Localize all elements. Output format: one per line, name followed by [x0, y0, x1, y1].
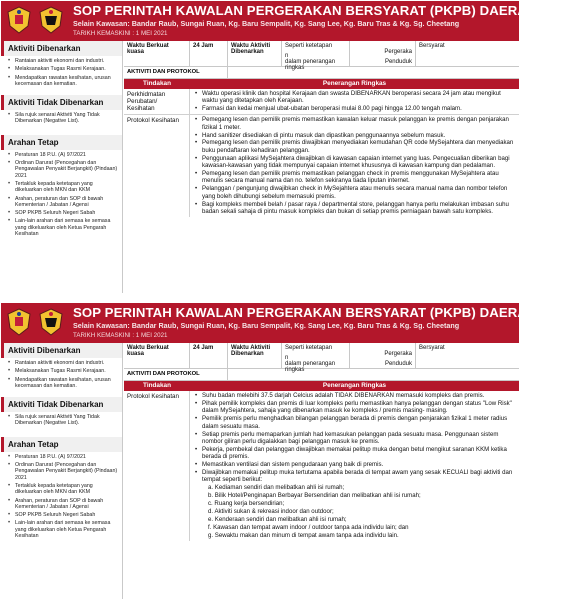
list-item: • Farmasi dan kedai menjual ubat-ubatan beroperasi mulai 8.00 pagi hingga 12.00 tengah malam.: [194, 105, 516, 112]
n-text: n: [285, 355, 289, 361]
section-title-standing-orders: Arahan Tetap: [1, 437, 122, 452]
section-title-standing-orders: Arahan Tetap: [1, 135, 122, 150]
list-item: • Arahan, peraturan dan SOP di bawah Kementerian / Jabatan / Agensi: [7, 498, 118, 511]
list-item: • Ordinan Darurat (Pencegahan dan Pengawalan Penyakit Berjangkit) (Pindaan) 2021: [7, 160, 118, 179]
movement-cell: [350, 41, 416, 66]
list-item: • Suhu badan melebihi 37.5 darjah Celcius adalah TIDAK DIBENARKAN memasuki kompleks dan premis.: [194, 392, 516, 399]
info-row: [124, 41, 519, 71]
list-item: • Pemegang lesen dan pemilik premis memastikan kawalan keluar masuk pelanggan ke premis dengan penjarakan fizikal 1 meter.: [194, 116, 516, 131]
table-row: [124, 391, 519, 541]
ketetapan-cell: [282, 343, 350, 373]
col-penerangan: Penerangan Ringkas: [322, 80, 387, 87]
list-item: • Lain-lain arahan dari semasa ke semasa yang dikeluarkan oleh Ketua Pengarah Kesihatan: [7, 520, 118, 539]
pergerakan-text: Pergeraka: [384, 351, 412, 357]
list-item: f. Kawasan dan tempat awam indoor / outdoor tanpa ada individu lain; dan: [208, 523, 409, 531]
col-tindakan: Tindakan: [143, 80, 171, 87]
ringkas-text: dalam penerangan ringkas: [285, 361, 336, 373]
page-subtitle: Selain Kawasan: Bandar Raub, Sungai Ruan, Kg. Baru Sempalit, Kg. Sang Lee, Kg. Baru Tras & Kg. Sg. Cheetang: [73, 19, 460, 28]
list-item: • Peraturan 18 P.U. (A) 97/2021: [7, 454, 118, 460]
list-item: • Arahan, peraturan dan SOP di bawah Kementerian / Jabatan / Agensi: [7, 196, 118, 209]
aktiviti-protokol-label: AKTIVITI DAN PROTOKOL: [124, 369, 228, 380]
list-item: • SOP PKPB Seluruh Negeri Sabah: [7, 512, 118, 518]
list-item: • Mendapatkan rawatan kesihatan, urusan kecemasan dan kematian.: [7, 75, 118, 88]
list-item: • Hand sanitizer disediakan di pintu masuk dan dipastikan penggunaannya sebelum masuk.: [194, 132, 516, 139]
sidebar: [1, 41, 123, 293]
list-item: • Pelanggan / pengunjung diwajibkan check in MySejahtera atau menulis secara manual nama dan nombor telefon yang boleh dihubungi sebelum memasuki premis.: [194, 185, 516, 200]
list-item: • Ordinan Darurat (Pencegahan dan Pengawalan Penyakit Berjangkit) (Pindaan) 2021: [7, 462, 118, 481]
list-item: • Diwajibkan memakai pelitup muka tertutama apabila berada di tempat awam yang sesak KECUALI bagi aktiviti dan tempat seperti berikut:: [194, 469, 516, 484]
empty-cell: [228, 67, 519, 78]
waktu-value: 24 Jam: [190, 343, 228, 368]
table-row: [124, 89, 519, 115]
section-title-not-allowed: Aktiviti Tidak Dibenarkan: [1, 397, 122, 412]
waktu-value: 24 Jam: [190, 41, 228, 66]
list-item: • Bagi kompleks membeli belah / pasar raya / departmental store, pelanggan hanya perlu melakukan imbasan suhu badan sekali sahaja di pintu masuk kompleks dan bukan di setiap premis perniagaan bawah satu kompleks.: [194, 201, 516, 216]
list-item: b. Bilik Hotel/Penginapan Berbayar Bersendirian dan melibatkan ahli isi rumah;: [208, 492, 421, 500]
list-item: • Sila rujuk senarai Aktiviti Yang Tidak Dibenarkan (Negative List).: [7, 112, 118, 125]
sop-card-2: [1, 303, 579, 599]
list-item: g. Sewaktu makan dan minum di tempat awam tanpa ada individu lain.: [208, 531, 399, 539]
list-item: d. Aktiviti sukan & rekreasi indoor dan outdoor;: [208, 508, 334, 516]
activity-protocol-row: [124, 369, 519, 381]
aktiviti-label: Waktu Aktiviti Dibenarkan: [228, 41, 282, 66]
table-header: [124, 79, 519, 89]
list-item: • Peraturan 18 P.U. (A) 97/2021: [7, 152, 118, 158]
list-item: a. Kediaman sendiri dan melibatkan ahli isi rumah;: [208, 484, 345, 492]
pahang-crest-icon: [37, 307, 65, 337]
malaysia-crest-icon: [5, 307, 33, 337]
list-item: • Memastikan ventilasi dan sistem pengudaraan yang baik di premis.: [194, 461, 516, 468]
list-item: • Mendapatkan rawatan kesihatan, urusan kecemasan dan kematian.: [7, 377, 118, 390]
aktiviti-protokol-label: AKTIVITI DAN PROTOKOL: [124, 67, 228, 78]
list-item: • Pemegang lesen dan pemilik premis memastikan pelanggan check in premis menggunakan MySejahtera atau menulis secara manual nama dan no. telefon sekiranya tiada liputan internet.: [194, 170, 516, 185]
list-item: • Melaksanakan Tugas Rasmi Kerajaan.: [7, 66, 118, 72]
ketetapan-cell: [282, 41, 350, 71]
bersyarat-text: Bersyarat: [419, 43, 445, 49]
update-date: TARIKH KEMASKINI : 1 MEI 2021: [73, 30, 168, 37]
section-title-allowed: Aktiviti Dibenarkan: [1, 343, 122, 358]
list-item: • Rantaian aktiviti ekonomi dan industri.: [7, 58, 118, 64]
list-item: • Pemegang lesen dan pemilik premis diwajibkan menyediakan kemudahan QR code MySejahtera dan menyediakan buku pendaftaran kehadiran pelanggan.: [194, 139, 516, 154]
page-title: SOP PERINTAH KAWALAN PERGERAKAN BERSYARAT (PKPB) DAERAH RAUB: [73, 305, 579, 320]
sop-card-1: [1, 1, 579, 293]
ketetapan-text: Seperti ketetapan: [285, 345, 333, 351]
malaysia-crest-icon: [5, 5, 33, 35]
page-subtitle: Selain Kawasan: Bandar Raub, Sungai Ruan, Kg. Baru Sempalit, Kg. Sang Lee, Kg. Baru Tras & Kg. Sg. Cheetang: [73, 321, 460, 330]
section-title-allowed: Aktiviti Dibenarkan: [1, 41, 122, 56]
col-tindakan: Tindakan: [143, 382, 171, 389]
movement-cell: [350, 343, 416, 368]
pergerakan-text: Pergeraka: [384, 49, 412, 55]
list-item: • Pemilik premis perlu menghadkan bilangan pelanggan berada di premis dengan penjarakan fizikal 1 meter radius dalam sesuatu masa.: [194, 415, 516, 430]
ketetapan-text: Seperti ketetapan: [285, 43, 333, 49]
penduduk-text: Penduduk: [384, 361, 412, 367]
table-header: [124, 381, 519, 391]
list-item: • Tertakluk kepada ketetapan yang dikeluarkan oleh MKN dan KKM: [7, 483, 118, 496]
pahang-crest-icon: [37, 5, 65, 35]
list-item: • Melaksanakan Tugas Rasmi Kerajaan.: [7, 368, 118, 374]
empty-cell: [228, 369, 519, 380]
aktiviti-label: Waktu Aktiviti Dibenarkan: [228, 343, 282, 368]
ringkas-text: dalam penerangan ringkas: [285, 59, 336, 71]
waktu-label: Waktu Berkuat kuasa: [124, 41, 190, 66]
list-item: • Sila rujuk senarai Aktiviti Yang Tidak Dibenarkan (Negative List).: [7, 414, 118, 427]
list-item: • Pekerja, pembekal dan pelanggan diwajibkan memakai pelitup muka dengan betul mengikut saranan KKM ketika berada di premis.: [194, 446, 516, 461]
update-date: TARIKH KEMASKINI : 1 MEI 2021: [73, 332, 168, 339]
penduduk-text: Penduduk: [384, 59, 412, 65]
list-item: • Rantaian aktiviti ekonomi dan industri.: [7, 360, 118, 366]
waktu-label: Waktu Berkuat kuasa: [124, 343, 190, 368]
list-item: • Setiap premis perlu memaparkan jumlah had kemasukan pelanggan pada sesuatu masa. Penggunaan sistem nombor giliran perlu digalakkan bagi pelanggan masuk ke premis.: [194, 431, 516, 446]
list-item: • Penggunaan aplikasi MySejahtera diwajibkan di kawasan capaian internet yang luas. Pengecualian diberikan bagi kawasan-kawasan yang tidak mempunyai capaian internet khususnya di kawasan kampung dan pedalaman.: [194, 155, 516, 170]
section-title-not-allowed: Aktiviti Tidak Dibenarkan: [1, 95, 122, 110]
n-text: n: [285, 53, 289, 59]
table-row: [124, 115, 519, 217]
list-item: • Waktu operasi klinik dan hospital Kerajaan dan swasta DIBENARKAN beroperasi secara 24 jam atau mengikut waktu yang ditetapkan oleh Kerajaan.: [194, 90, 516, 105]
card-header: [1, 1, 579, 41]
card-header: [1, 303, 579, 343]
list-item: c. Ruang kerja bersendirian;: [208, 500, 285, 508]
list-item: • Pihak pemilik kompleks dan premis di luar kompleks perlu memastikan hanya pelanggan dengan status "Low Risk" dalam MySejahtera, sahaja yang dibenarkan masuk ke kompleks / premis masing- masing.: [194, 400, 516, 415]
list-item: • Lain-lain arahan dari semasa ke semasa yang dikeluarkan oleh Ketua Pengarah Kesihatan: [7, 218, 118, 237]
row-label: Protokol Kesihatan: [124, 391, 190, 541]
main-content: [124, 343, 519, 599]
row-label: Perkhidmatan Perubatan/ Kesihatan: [124, 89, 190, 114]
bersyarat-text: Bersyarat: [419, 345, 445, 351]
list-item: e. Kenderaan sendiri dan melibatkan ahli isi rumah;: [208, 516, 347, 523]
list-item: • Tertakluk kepada ketetapan yang dikeluarkan oleh MKN dan KKM: [7, 181, 118, 194]
main-content: [124, 41, 519, 293]
sidebar: [1, 343, 123, 599]
col-penerangan: Penerangan Ringkas: [322, 382, 387, 389]
row-label: Protokol Kesihatan: [124, 115, 190, 217]
page-title: SOP PERINTAH KAWALAN PERGERAKAN BERSYARAT (PKPB) DAERAH RAUB: [73, 3, 579, 18]
info-row: [124, 343, 519, 373]
list-item: • SOP PKPB Seluruh Negeri Sabah: [7, 210, 118, 216]
